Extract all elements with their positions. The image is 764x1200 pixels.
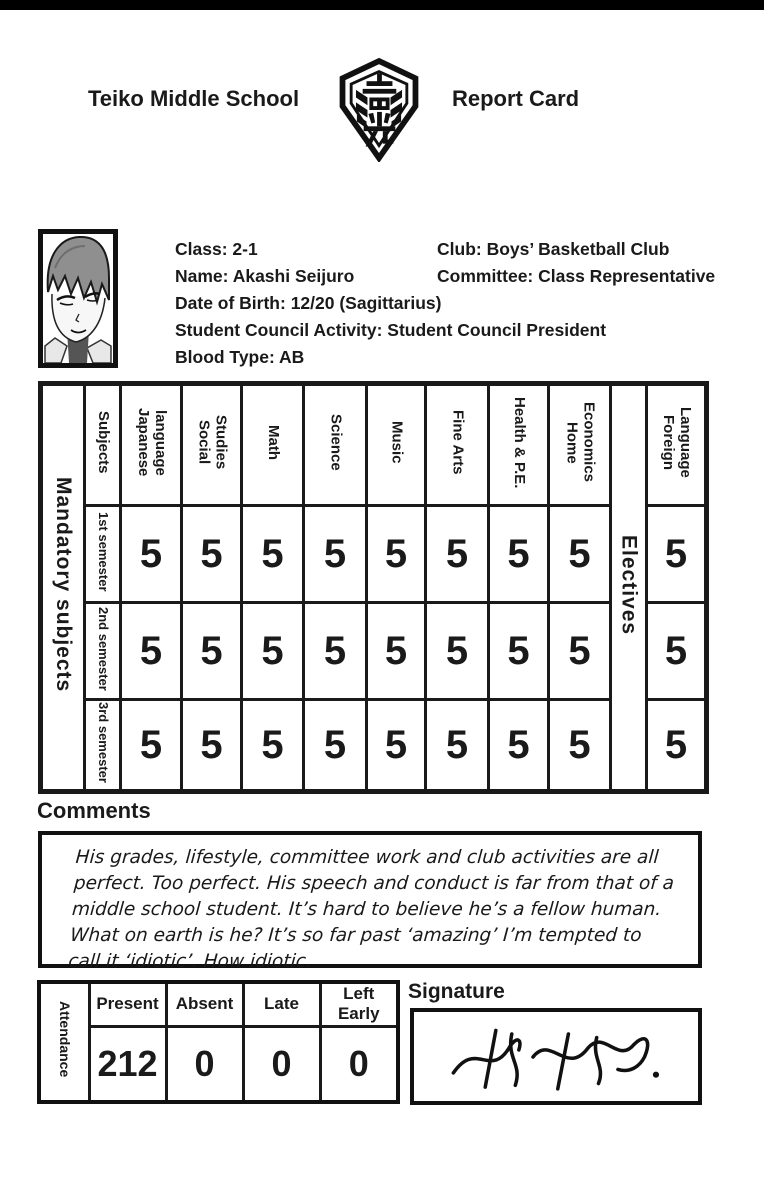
subject-header xyxy=(242,384,304,506)
subjects-label: Subjects xyxy=(94,411,112,474)
subject-header xyxy=(182,384,242,506)
attendance-value: 0 xyxy=(320,1026,398,1102)
signature-box xyxy=(410,1008,702,1105)
subject-header xyxy=(549,384,611,506)
subject-header xyxy=(121,384,182,506)
electives-label-cell xyxy=(611,384,647,792)
attendance-header: Left Early xyxy=(320,982,398,1026)
grade-cell: 5 xyxy=(426,603,489,700)
attendance-value: 212 xyxy=(89,1026,166,1102)
semester-row xyxy=(41,700,707,792)
semester-row xyxy=(41,603,707,700)
attendance-header: Present xyxy=(89,982,166,1026)
info-line: Club: Boys’ Basketball Club xyxy=(437,239,670,259)
comments-box xyxy=(38,831,702,972)
grade-cell: 5 xyxy=(647,506,707,603)
subjects-corner-cell xyxy=(85,384,121,506)
info-line: Name: Akashi Seijuro xyxy=(175,266,355,286)
grade-cell: 5 xyxy=(304,700,367,792)
grade-cell: 5 xyxy=(489,700,549,792)
subject-header xyxy=(647,384,707,506)
semester-label-cell xyxy=(85,603,121,700)
semester-label-cell xyxy=(85,700,121,792)
grade-cell: 5 xyxy=(121,603,182,700)
subject-header xyxy=(304,384,367,506)
grade-cell: 5 xyxy=(121,506,182,603)
attendance-header: Absent xyxy=(166,982,243,1026)
info-line: Blood Type: AB xyxy=(175,347,305,367)
grades-table xyxy=(38,381,709,794)
info-line: Date of Birth: 12/20 (Sagittarius) xyxy=(175,293,442,313)
mandatory-subjects-label: Mandatory subjects xyxy=(51,477,75,693)
grade-cell: 5 xyxy=(426,700,489,792)
school-emblem-icon xyxy=(331,58,427,162)
attendance-label-cell xyxy=(39,982,89,1102)
top-black-bar xyxy=(0,0,764,10)
grade-cell: 5 xyxy=(549,700,611,792)
student-portrait xyxy=(38,229,118,368)
semester-label: 1st semester xyxy=(95,511,111,592)
attendance-value: 0 xyxy=(166,1026,243,1102)
electives-label: Electives xyxy=(617,534,641,636)
subject-label: Japanese language xyxy=(135,408,169,477)
grade-cell: 5 xyxy=(242,700,304,792)
student-portrait-drawing xyxy=(43,234,113,363)
document-title: Report Card xyxy=(452,86,580,111)
info-line: Student Council Activity: Student Council President xyxy=(175,320,607,340)
comments-text: His grades, lifestyle, committee work and club activities are all perfect. Too perfect. His speech and conduct is far from that of a middle school student. It’s hard to believe he’s a fellow human. What on earth is he? It’s so far past ‘amazing’ I’m tempted to call it ‘idiotic’. How idiotic. xyxy=(67,847,675,972)
grade-cell: 5 xyxy=(304,603,367,700)
school-name: Teiko Middle School xyxy=(88,86,300,111)
grade-cell: 5 xyxy=(647,700,707,792)
grade-cell: 5 xyxy=(367,700,426,792)
signature-heading: Signature xyxy=(408,980,505,1003)
attendance-table xyxy=(37,980,400,1104)
semester-label-cell xyxy=(85,506,121,603)
attendance-header: Late xyxy=(243,982,320,1026)
subject-label: Music xyxy=(388,421,406,464)
subject-label: Science xyxy=(327,414,345,471)
grade-cell: 5 xyxy=(549,603,611,700)
student-info-right xyxy=(437,236,715,290)
grade-cell: 5 xyxy=(182,700,242,792)
subject-label: Health & P.E. xyxy=(510,396,528,489)
grade-cell: 5 xyxy=(549,506,611,603)
grade-cell: 5 xyxy=(489,603,549,700)
attendance-value: 0 xyxy=(243,1026,320,1102)
attendance-label: Attendance xyxy=(57,1001,74,1078)
subject-label: Social Studies xyxy=(195,415,230,470)
semester-label: 2nd semester xyxy=(95,606,111,691)
grade-cell: 5 xyxy=(121,700,182,792)
grade-cell: 5 xyxy=(182,506,242,603)
info-line: Committee: Class Representative xyxy=(437,266,716,286)
subject-header xyxy=(367,384,426,506)
grade-cell: 5 xyxy=(426,506,489,603)
grade-cell: 5 xyxy=(242,603,304,700)
semester-row xyxy=(41,506,707,603)
grade-cell: 5 xyxy=(489,506,549,603)
mandatory-subjects-label-cell xyxy=(41,384,85,792)
subject-label: Foreign Language xyxy=(660,407,694,478)
semester-label: 3rd semester xyxy=(95,702,111,783)
grade-cell: 5 xyxy=(242,506,304,603)
subject-header xyxy=(489,384,549,506)
handwritten-signature-icon xyxy=(441,1017,671,1097)
grade-cell: 5 xyxy=(367,603,426,700)
info-line: Class: 2-1 xyxy=(175,239,258,259)
subject-label: Home Economics xyxy=(563,402,598,483)
grade-cell: 5 xyxy=(647,603,707,700)
comments-heading: Comments xyxy=(37,798,151,823)
grade-cell: 5 xyxy=(304,506,367,603)
subject-label: Fine Arts xyxy=(449,410,467,475)
grade-cell: 5 xyxy=(367,506,426,603)
grade-cell: 5 xyxy=(182,603,242,700)
subject-label: Math xyxy=(264,425,282,460)
subject-header xyxy=(426,384,489,506)
